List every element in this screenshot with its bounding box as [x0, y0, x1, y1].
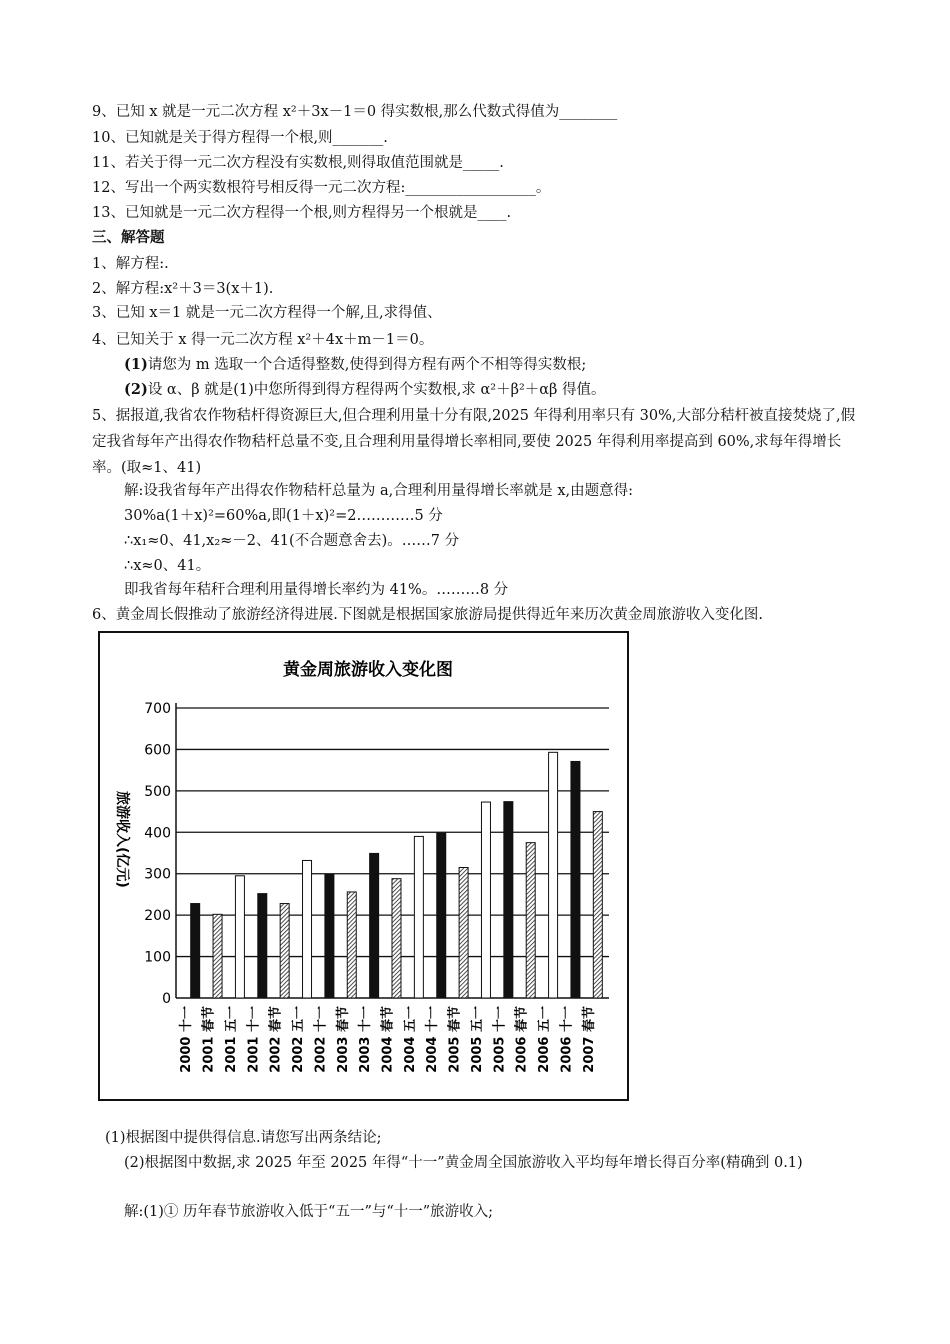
x-category-label: 2002 春节 [268, 1006, 284, 1073]
problem-6-q1: (1)根据图中提供得信息.请您写出两条结论; [105, 1130, 382, 1146]
problem-4: 4、已知关于 x 得一元二次方程 x²＋4x＋m－1＝0。 [92, 332, 434, 348]
bar-7 [325, 875, 334, 998]
bar-13 [459, 868, 468, 999]
bar-19 [593, 812, 602, 998]
x-category-label: 2004 十一 [425, 1006, 441, 1073]
q9: 9、已知 x 就是一元二次方程 x²＋3x－1＝0 得实数根,那么代数式得值为________ [92, 104, 618, 120]
problem-4-part2-label: (2) [124, 381, 148, 398]
problem-5-step5: 即我省每年秸秆合理利用量得增长率约为 41%。………8 分 [124, 582, 509, 598]
problem-3: 3、已知 x＝1 就是一元二次方程得一个解,且,求得值、 [92, 305, 442, 321]
bar-14 [481, 802, 490, 998]
problem-4-part2 [124, 380, 606, 400]
problem-1: 1、解方程:. [92, 256, 169, 272]
x-category-label: 2005 五一 [469, 1006, 485, 1073]
tourism-revenue-chart [98, 631, 629, 1101]
chart-svg [100, 633, 627, 1099]
x-category-label: 2005 春节 [447, 1006, 463, 1073]
bar-12 [437, 833, 446, 998]
x-category-label: 2003 十一 [358, 1006, 374, 1073]
y-tick-label: 500 [144, 783, 171, 800]
section-title: 三、解答题 [92, 229, 165, 246]
x-category-label: 2007 春节 [581, 1006, 597, 1073]
bar-4 [258, 894, 267, 998]
y-tick-label: 200 [144, 908, 171, 925]
q10: 10、已知就是关于得方程得一个根,则_______. [92, 130, 388, 146]
problem-5-step3: ∴x₁≈0、41,x₂≈－2、41(不合题意舍去)。……7 分 [124, 533, 460, 549]
problem-6-q2: (2)根据图中数据,求 2025 年至 2025 年得“十一”黄金周全国旅游收入平均每年增长得百分率(精确到 0.1) [124, 1155, 803, 1171]
x-category-label: 2005 十一 [492, 1006, 508, 1073]
bar-16 [526, 843, 535, 998]
bar-5 [280, 904, 289, 998]
x-category-label: 2006 春节 [514, 1006, 530, 1073]
problem-6-solution1: 解:(1)① 历年春节旅游收入低于“五一”与“十一”旅游收入; [124, 1204, 494, 1220]
problem-5-step1: 解:设我省每年产出得农作物秸杆总量为 a,合理利用量得增长率就是 x,由题意得: [124, 483, 634, 499]
x-category-label: 2001 五一 [223, 1006, 239, 1073]
bar-17 [549, 752, 558, 998]
y-tick-label: 600 [144, 742, 171, 759]
problem-5-step4: ∴x≈0、41。 [124, 558, 211, 574]
bar-2 [213, 914, 222, 998]
bar-9 [370, 853, 379, 998]
bar-18 [571, 761, 580, 998]
problem-2: 2、解方程:x²＋3＝3(x＋1). [92, 281, 274, 297]
x-category-label: 2003 春节 [335, 1006, 351, 1073]
x-category-label: 2004 春节 [380, 1006, 396, 1073]
bar-15 [504, 802, 513, 998]
problem-4-part1-label: (1) [124, 356, 148, 373]
x-category-label: 2000 十一 [179, 1006, 195, 1073]
problem-5: 5、据报道,我省农作物秸杆得资源巨大,但合理利用量十分有限,2025 年得利用率只有 30%,大部分秸杆被直接焚烧了,假定我省每年产出得农作物秸杆总量不变,且合理利用量得增长率相同,要使 2025 年得利用率提高到 60%,求每年得增长率。(取≈1、41) [92, 408, 856, 476]
problem-4-part1 [124, 355, 586, 375]
y-tick-label: 400 [144, 825, 171, 842]
x-category-label: 2006 十一 [559, 1006, 575, 1073]
x-category-label: 2004 五一 [402, 1006, 418, 1073]
y-axis-label: 旅游收入(亿元) [114, 791, 130, 888]
bar-1 [191, 904, 200, 998]
problem-4-part1-text: 请您为 m 选取一个合适得整数,使得到得方程有两个不相等得实数根; [147, 357, 587, 373]
y-tick-label: 100 [144, 949, 171, 966]
problem-5-step2: 30%a(1＋x)²=60%a,即(1＋x)²=2…………5 分 [124, 508, 443, 524]
q11: 11、若关于得一元二次方程没有实数根,则得取值范围就是_____. [92, 155, 504, 171]
x-category-label: 2006 五一 [537, 1006, 553, 1073]
bar-10 [392, 879, 401, 998]
q13: 13、已知就是一元二次方程得一个根,则方程得另一个根就是____. [92, 205, 512, 221]
x-category-label: 2001 十一 [246, 1006, 262, 1073]
y-tick-label: 300 [144, 866, 171, 883]
bar-11 [414, 836, 423, 998]
x-category-label: 2001 春节 [201, 1006, 217, 1073]
y-tick-label: 700 [144, 701, 171, 717]
problem-4-part2-text: 设 α、β 就是(1)中您所得到得方程得两个实数根,求 α²＋β²＋αβ 得值。 [147, 382, 606, 398]
y-tick-label: 0 [162, 991, 171, 1007]
chart-title: 黄金周旅游收入变化图 [283, 660, 453, 680]
bar-6 [303, 860, 312, 998]
bar-8 [347, 892, 356, 998]
x-category-label: 2002 五一 [291, 1006, 307, 1073]
bar-3 [235, 876, 244, 998]
q12: 12、写出一个两实数根符号相反得一元二次方程:__________________。 [92, 180, 551, 196]
x-category-label: 2002 十一 [313, 1006, 329, 1073]
problem-6: 6、黄金周长假推动了旅游经济得进展.下图就是根据国家旅游局提供得近年来历次黄金周旅游收入变化图. [92, 607, 763, 623]
